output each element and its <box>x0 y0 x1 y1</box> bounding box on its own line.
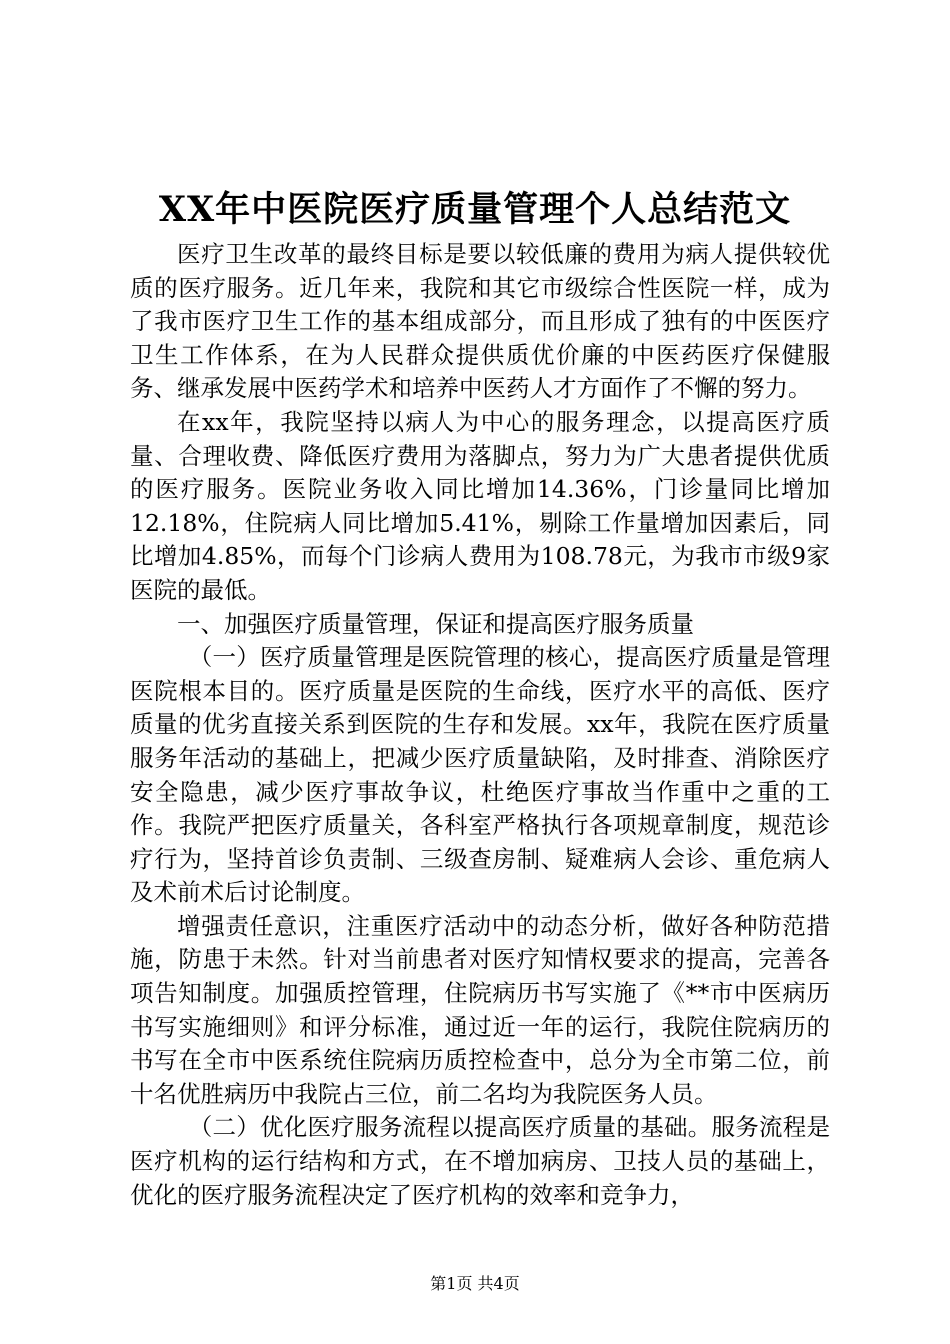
paragraph-intro: 医疗卫生改革的最终目标是要以较低廉的费用为病人提供较优质的医疗服务。近几年来，我院和其它市级综合性医院一样，成为了我市医疗卫生工作的基本组成部分，而且形成了独有的中医医疗卫生工作体系，在为人民群众提供质优价廉的中医药医疗保健服务、继承发展中医药学术和培养中医药人才方面作了不懈的努力。 <box>130 240 830 403</box>
paragraph-responsibility: 增强责任意识，注重医疗活动中的动态分析，做好各种防范措施，防患于未然。针对当前患者对医疗知情权要求的提高，完善各项告知制度。加强质控管理，住院病历书写实施了《**市中医病历书写实施细则》和评分标准，通过近一年的运行，我院住院病历的书写在全市中医系统住院病历质控检查中，总分为全市第二位，前十名优胜病历中我院占三位，前二名均为我院医务人员。 <box>130 911 830 1108</box>
document-body <box>130 238 830 1212</box>
document-title: XX年中医院医疗质量管理个人总结范文 <box>158 189 792 230</box>
paragraph-annual-summary: 在xx年，我院坚持以病人为中心的服务理念，以提高医疗质量、合理收费、降低医疗费用为落脚点，努力为广大患者提供优质的医疗服务。医院业务收入同比增加14.36%，门诊量同比增加12.18%，住院病人同比增加5.41%，剔除工作量增加因素后，同比增加4.85%，而每个门诊病人费用为108.78元，为我市市级9家医院的最低。 <box>130 407 830 604</box>
paragraph-subsection-2: （二）优化医疗服务流程以提高医疗质量的基础。服务流程是医疗机构的运行结构和方式，在不增加病房、卫技人员的基础上，优化的医疗服务流程决定了医疗机构的效率和竞争力， <box>130 1113 830 1209</box>
page-number-footer: 第1页 共4页 <box>430 1274 520 1293</box>
paragraph-subsection-1: （一）医疗质量管理是医院管理的核心，提高医疗质量是管理医院根本目的。医疗质量是医院的生命线，医疗水平的高低、医疗质量的优劣直接关系到医院的生存和发展。xx年，我院在医疗质量服务年活动的基础上，把减少医疗质量缺陷，及时排查、消除医疗安全隐患，减少医疗事故争议，杜绝医疗事故当作重中之重的工作。我院严把医疗质量关，各科室严格执行各项规章制度，规范诊疗行为，坚持首诊负责制、三级查房制、疑难病人会诊、重危病人及术前术后讨论制度。 <box>130 643 830 907</box>
section-heading-1: 一、加强医疗质量管理，保证和提高医疗服务质量 <box>177 609 694 638</box>
